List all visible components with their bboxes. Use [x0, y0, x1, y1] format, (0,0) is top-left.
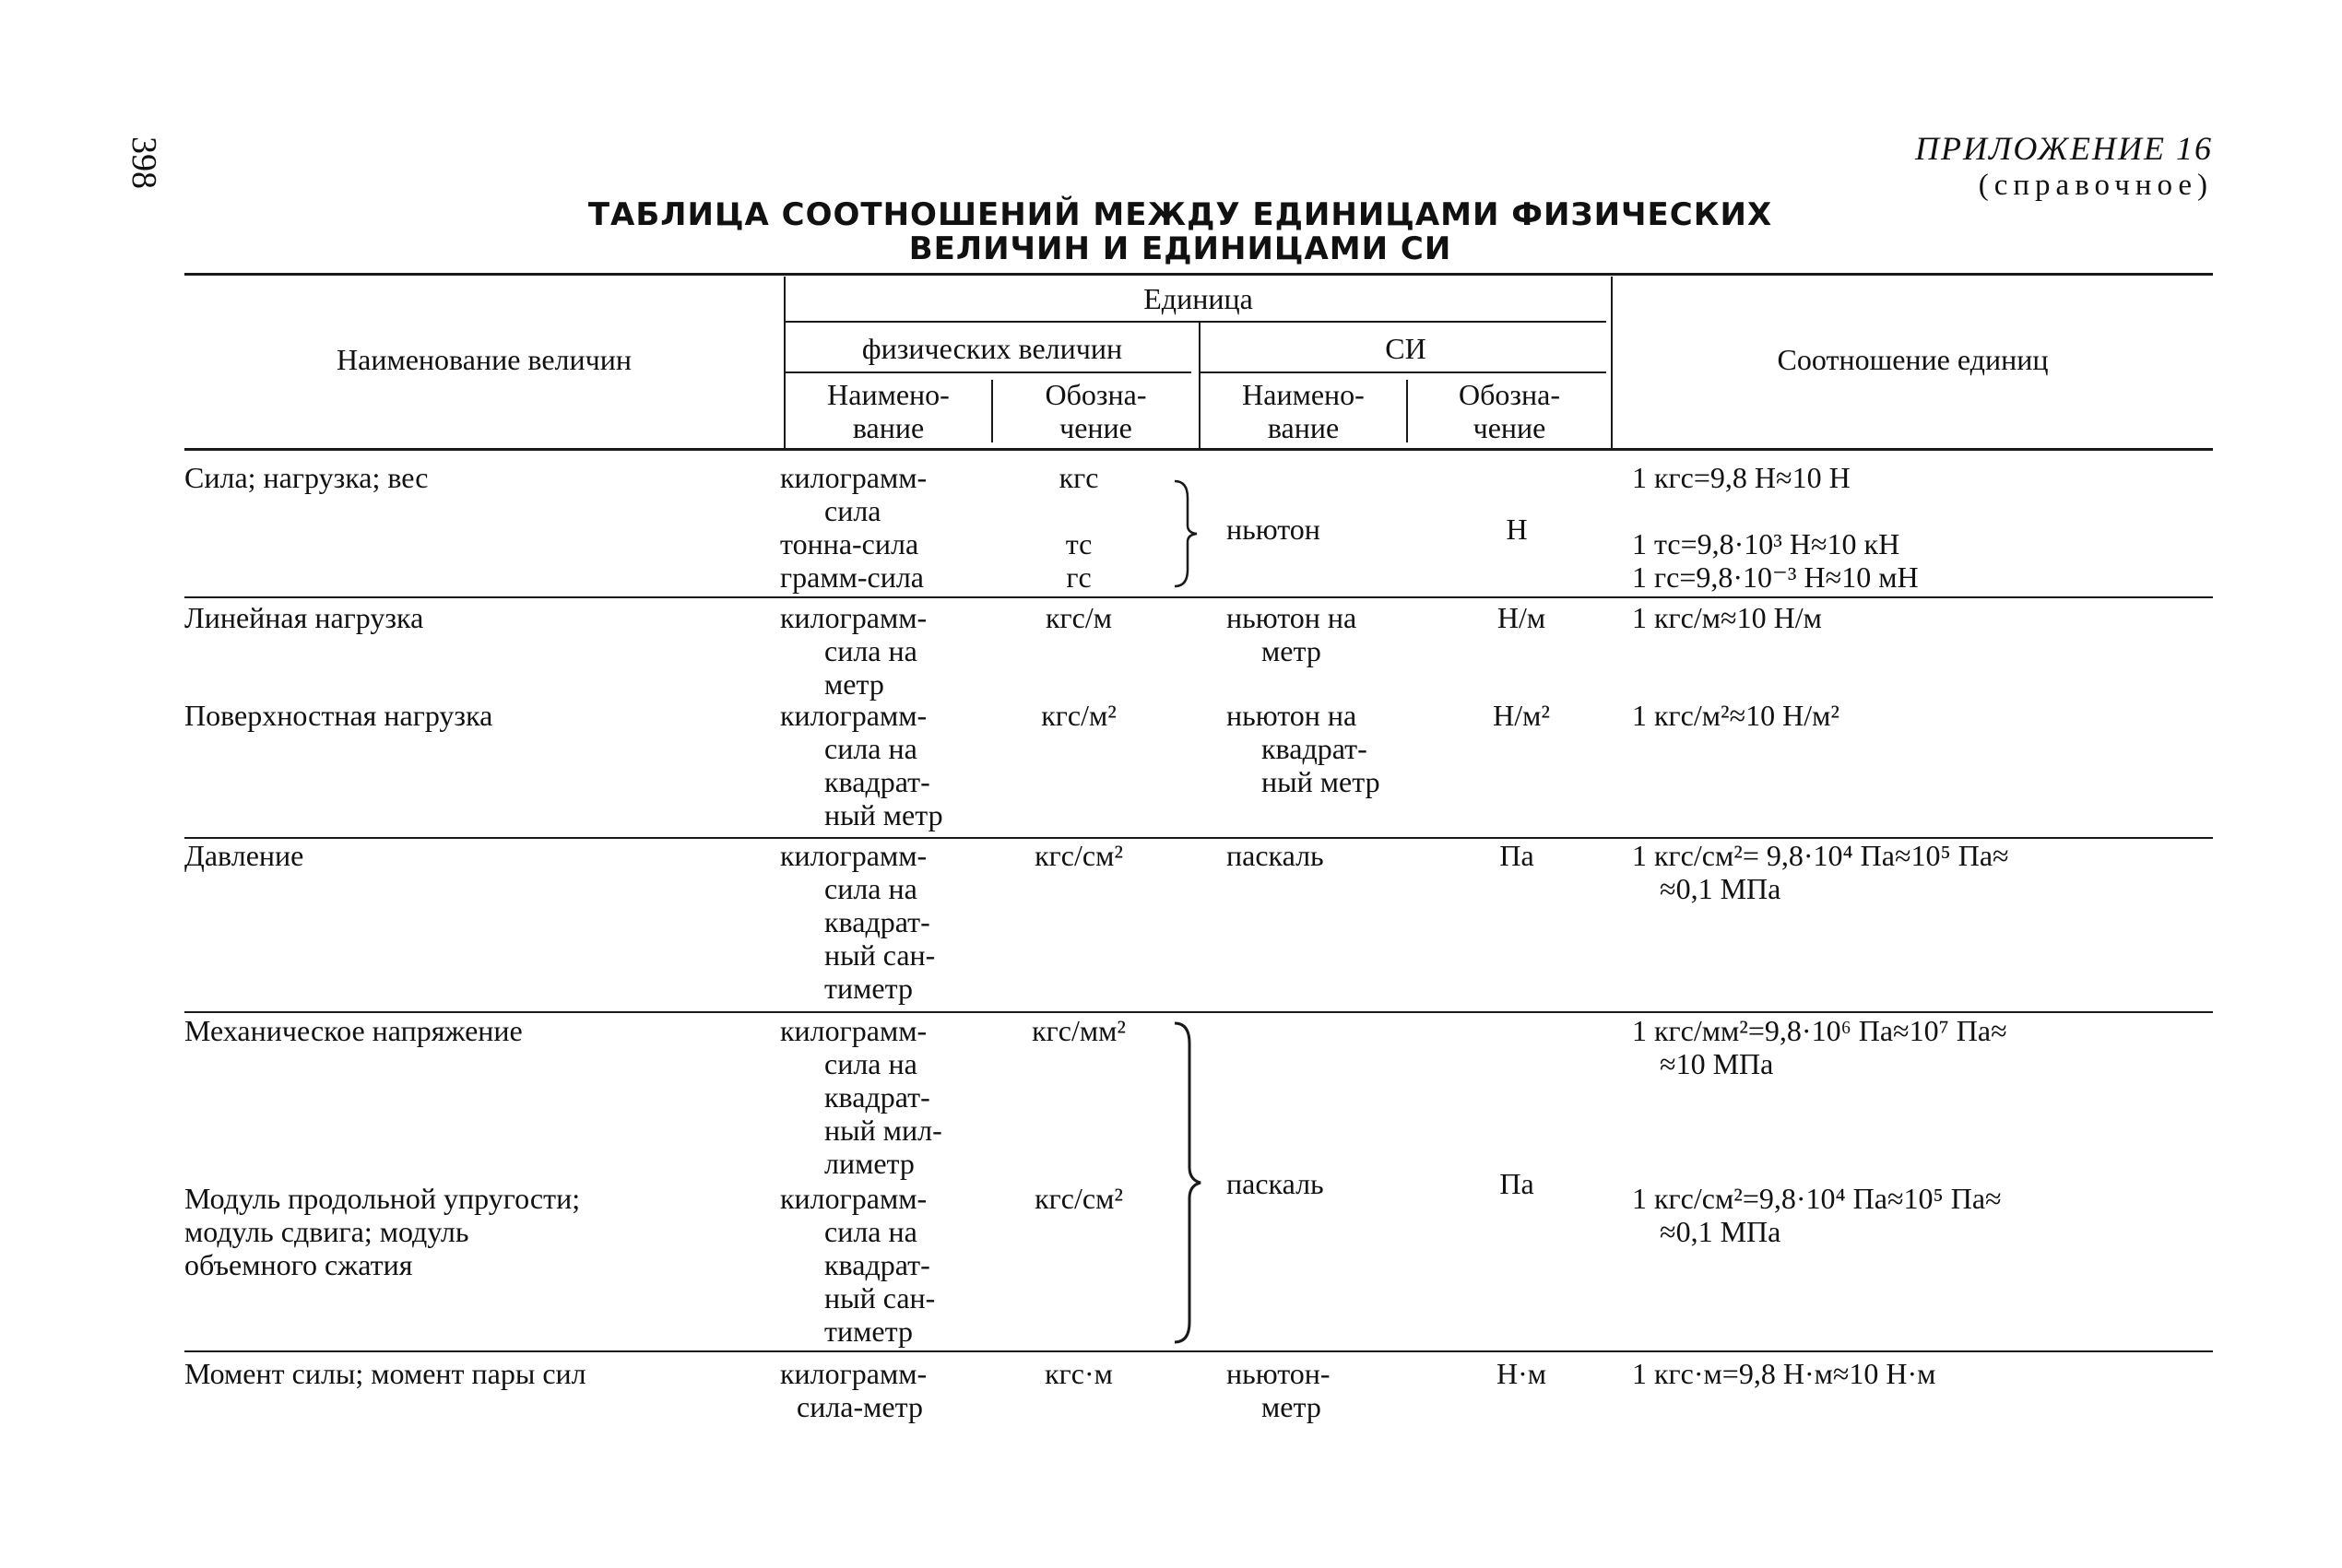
- row3-phys-name: килограмм- сила на квадрат- ный метр: [780, 699, 943, 831]
- row5-phys-symbol: кгс/мм²: [1032, 1014, 1126, 1047]
- row1-brace: [1169, 479, 1202, 588]
- row7-si-symbol: Н·м: [1496, 1357, 1546, 1390]
- row1-phys-symbol-3: гс: [1066, 560, 1092, 594]
- page-number: 398: [124, 136, 163, 189]
- row5-6-brace: [1169, 1021, 1206, 1344]
- row4-quantity: Давление: [184, 839, 304, 872]
- row2-phys-symbol: кгс/м: [1045, 601, 1112, 634]
- row5-quantity: Механическое напряжение: [184, 1014, 523, 1047]
- row4-ratio: 1 кгс/см²= 9,8·10⁴ Па≈10⁵ Па≈ ≈0,1 МПа: [1632, 839, 2009, 905]
- row4-phys-name: килограмм- сила на квадрат- ный сан- тиметр: [780, 839, 936, 1005]
- unit-header-rule: [786, 321, 1606, 323]
- header-si: СИ: [1385, 332, 1426, 365]
- row1-ratio-2: 1 тс=9,8·10³ Н≈10 кН: [1632, 527, 1900, 560]
- row6-quantity: Модуль продольной упругости; модуль сдвига; модуль объемного сжатия: [184, 1182, 581, 1281]
- row3-quantity: Поверхностная нагрузка: [184, 699, 493, 732]
- header-bottom-rule: [184, 448, 2213, 451]
- header-si-name: Наимено- вание: [1242, 378, 1365, 444]
- header-phys: физических величин: [861, 332, 1123, 365]
- row6-ratio: 1 кгс/см²=9,8·10⁴ Па≈10⁵ Па≈ ≈0,1 МПа: [1632, 1182, 2002, 1248]
- row1-si-name: ньютон: [1226, 513, 1320, 546]
- header-quantity: Наименование величин: [337, 343, 632, 376]
- row7-phys-name: килограмм- сила-метр: [780, 1357, 928, 1423]
- row4-phys-symbol: кгс/см²: [1035, 839, 1123, 872]
- table-title-line2: ВЕЛИЧИН И ЕДИНИЦАМИ СИ: [908, 230, 1452, 267]
- header-ratio: Соотношение единиц: [1777, 343, 2049, 376]
- phys-header-rule: [786, 371, 1191, 373]
- row7-si-name: ньютон- метр: [1226, 1357, 1331, 1423]
- table-top-rule: [184, 273, 2213, 276]
- row2-quantity: Линейная нагрузка: [184, 601, 424, 634]
- row3-ratio: 1 кгс/м²≈10 Н/м²: [1632, 699, 1840, 732]
- row1-ratio-1: 1 кгс=9,8 Н≈10 Н: [1632, 461, 1851, 494]
- row6-phys-name: килограмм- сила на квадрат- ный сан- тиметр: [780, 1182, 936, 1348]
- header-si-symbol: Обозна- чение: [1458, 378, 1560, 444]
- appendix-note: (справочное): [1978, 169, 2213, 202]
- table-title-line1: ТАБЛИЦА СООТНОШЕНИЙ МЕЖДУ ЕДИНИЦАМИ ФИЗИЧЕСКИХ: [587, 196, 1773, 233]
- row-rule-4: [184, 1350, 2213, 1352]
- row7-quantity: Момент силы; момент пары сил: [184, 1357, 586, 1390]
- row5-6-si-symbol: Па: [1499, 1167, 1534, 1200]
- row5-phys-name: килограмм- сила на квадрат- ный мил- лиметр: [780, 1014, 942, 1180]
- appendix-label: ПРИЛОЖЕНИЕ 16: [1915, 130, 2213, 167]
- row3-si-name: ньютон на квадрат- ный метр: [1226, 699, 1380, 798]
- row2-si-name: ньютон на метр: [1226, 601, 1357, 667]
- row5-ratio: 1 кгс/мм²=9,8·10⁶ Па≈10⁷ Па≈ ≈10 МПа: [1632, 1014, 2007, 1080]
- row7-phys-symbol: кгс·м: [1045, 1357, 1113, 1390]
- row1-ratio-3: 1 гс=9,8·10⁻³ Н≈10 мН: [1632, 560, 1919, 594]
- row-rule-1: [184, 596, 2213, 598]
- header-phys-symbol: Обозна- чение: [1045, 378, 1147, 444]
- row1-phys-symbol-1: кгс: [1059, 461, 1099, 494]
- row3-phys-symbol: кгс/м²: [1041, 699, 1117, 732]
- row4-si-name: паскаль: [1226, 839, 1324, 872]
- header-phys-name: Наимено- вание: [827, 378, 950, 444]
- row1-phys-symbol-2: тс: [1065, 527, 1093, 560]
- row1-quantity: Сила; нагрузка; вес: [184, 461, 429, 494]
- si-header-rule: [1201, 371, 1606, 373]
- row-rule-3: [184, 1011, 2213, 1013]
- row7-ratio: 1 кгс·м=9,8 Н·м≈10 Н·м: [1632, 1357, 1936, 1390]
- row3-si-symbol: Н/м²: [1493, 699, 1550, 732]
- row2-ratio: 1 кгс/м≈10 Н/м: [1632, 601, 1822, 634]
- row1-si-symbol: Н: [1506, 513, 1528, 546]
- row5-6-si-name: паскаль: [1226, 1167, 1324, 1200]
- row1-phys-name: килограмм- сила тонна-сила грамм-сила: [780, 461, 928, 594]
- row4-si-symbol: Па: [1499, 839, 1534, 872]
- header-unit: Единица: [1143, 282, 1253, 315]
- row2-phys-name: килограмм- сила на метр: [780, 601, 928, 701]
- row6-phys-symbol: кгс/см²: [1035, 1182, 1123, 1215]
- row2-si-symbol: Н/м: [1496, 601, 1546, 634]
